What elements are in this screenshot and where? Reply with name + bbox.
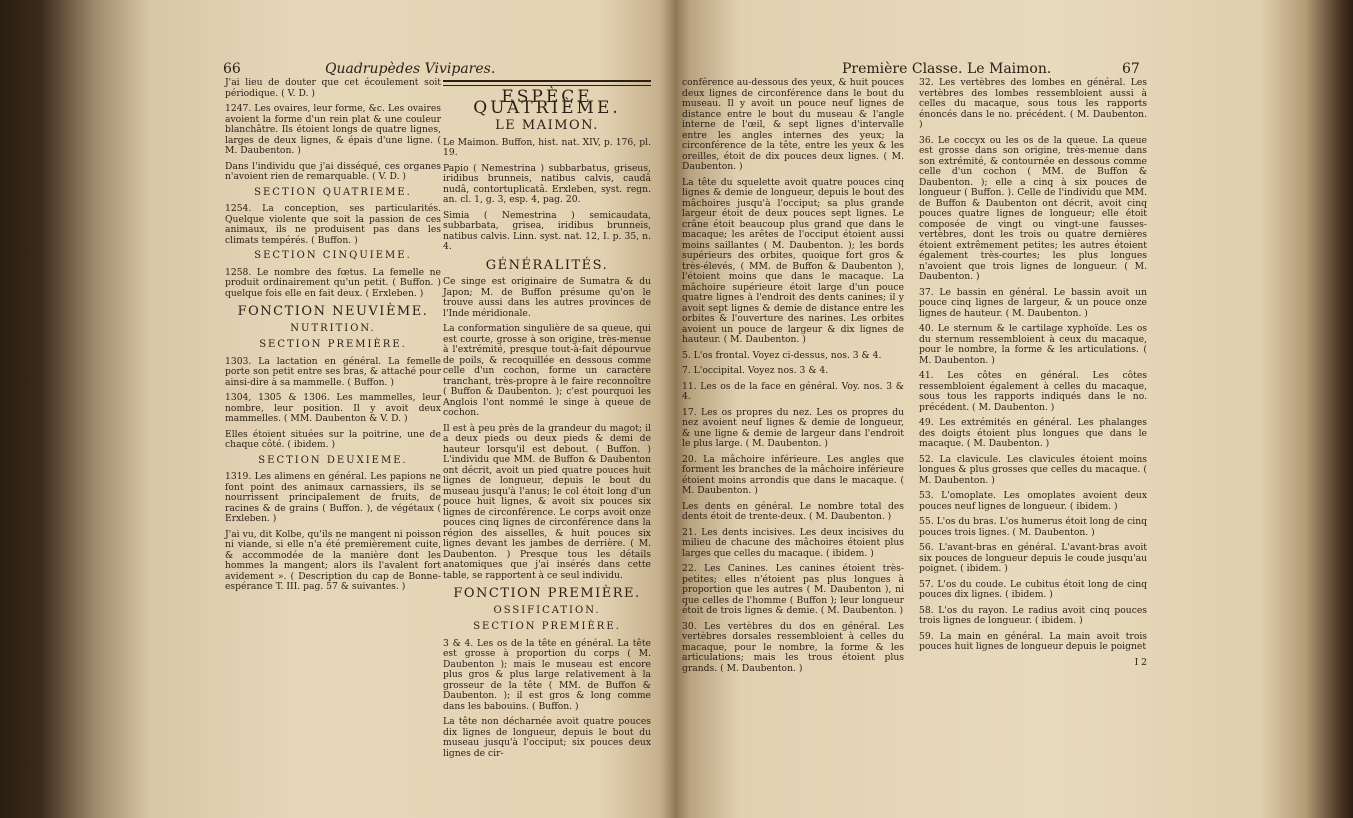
- paragraph: 7. L'occipital. Voyez nos. 3 & 4.: [682, 365, 829, 376]
- paragraph: 30. Les vertèbres du dos en général. Les vertèbres dorsales ressembloient à celles du macaque, pour le nombre, la forme & les articulations; mais les trous étoient plus grands. ( M. Daubenton. ): [682, 620, 904, 674]
- paragraph: 21. Les dents incisives. Les deux incisives du milieu de chacune des mâchoires étoient plus larges que celles du macaque. ( ibidem. ): [682, 526, 904, 559]
- paragraph: La tête du squelette avoit quatre pouces cinq lignes & demie de longueur, depuis le bout des mâchoires jusqu'à l'occiput; sa plus grande largeur étoit de deux pouces sept lignes. Le crâne étoit beaucoup plus grand que dans le macaque; les arêtes de l'occiput étoient aussi moins saillantes ( M. Daubenton. ); les bords supérieurs des orbites, quoique fort gros & très-élevés, ( MM. de Buffon & Daubenton ), l'étoient moins que dans le macaque. La mâchoire supérieure étoit large d'un pouce quatre lignes à l'endroit des dents canines; il y avoit sept lignes & demie de distance entre les orbites & l'ouverture des narines. Les orbites avoient un pouce de largeur & dix lignes de hauteur. ( M. Daubenton. ): [682, 176, 904, 345]
- paragraph: Simia ( Nemestrina ) semicaudata, subbarbata, grisea, iridibus brunneis, natibus calvis. Linn. syst. nat. 12, I. p. 35, n. 4.: [443, 209, 651, 252]
- paragraph: 22. Les Canines. Les canines étoient très-petites; elles n'étoient pas plus longues à proportion que les autres ( M. Daubenton ), ni que celles de l'homme ( Buffon ); leur longueur étoit de trois lignes & demie. ( M. Daubenton. ): [682, 563, 904, 616]
- running-head-left: Quadrupèdes Vivipares.: [325, 61, 496, 77]
- paragraph: 37. Le bassin en général. Le bassin avoit un pouce cinq lignes de largeur, & un pouce onze lignes de hauteur. ( M. Daubenton. ): [919, 286, 1147, 319]
- paragraph: 1258. Le nombre des fœtus. La femelle ne produit ordinairement qu'un petit. ( Buffon. ) quelque fois elle en fait deux. ( Erxleben. ): [225, 266, 441, 299]
- section-heading: SECTION PREMIÈRE.: [259, 339, 407, 350]
- paragraph: 1303. La lactation en général. La femelle porte son petit entre ses bras, & attaché pour ainsi-dire à sa mammelle. ( Buffon. ): [225, 355, 441, 388]
- signature-mark: I 2: [1134, 656, 1147, 668]
- page-number-left: 66: [223, 61, 241, 77]
- paragraph: Ce singe est originaire de Sumatra & du Japon; M. de Buffon présume qu'on le trouve aussi dans les autres provinces de l'Inde méridionale.: [443, 276, 651, 319]
- paragraph: conférence au-dessous des yeux, & huit pouces deux lignes de circonférence dans le bout du museau. Il y avoit un pouce neuf lignes de distance entre le bout du museau & l'angle interne de l'œil, & sept lignes d'intervalle entre les angles internes des yeux; la circonférence de la tête, entre les yeux & les oreilles, étoit de dix pouces deux lignes. ( M. Daubenton. ): [682, 77, 904, 172]
- rule-divider: [443, 80, 651, 86]
- left-column-2: [443, 78, 651, 764]
- left-column-1: [225, 78, 441, 598]
- paragraph: 11. Les os de la face en général. Voy. nos. 3 & 4.: [682, 380, 904, 402]
- section-heading: SECTION CINQUIEME.: [254, 250, 412, 261]
- right-column-2: [919, 78, 1147, 673]
- heading: FONCTION PREMIÈRE.: [453, 586, 641, 601]
- heading: LE MAIMON.: [495, 118, 599, 133]
- paragraph: 59. La main en général. La main avoit trois pouces huit lignes de longueur depuis le poignet: [919, 630, 1147, 652]
- paragraph: 40. Le sternum & le cartilage xyphoïde. Les os du sternum ressembloient à ceux du macaque, pour le nombre, la forme & les articulations. ( M. Daubenton. ): [919, 323, 1147, 366]
- paragraph: 1247. Les ovaires, leur forme, &c. Les ovaires avoient la forme d'un rein plat & une couleur blanchâtre. Ils étoient longs de quatre lignes, larges de deux lignes, & épais d'une ligne. ( M. Daubenton. ): [225, 103, 441, 156]
- heading: GÉNÉRALITÉS.: [485, 257, 609, 273]
- paragraph: 53. L'omoplate. Les omoplates avoient deux pouces neuf lignes de longueur. ( ibidem. ): [919, 490, 1147, 512]
- paragraph: Il est à peu près de la grandeur du magot; il a deux pieds ou deux pieds & demi de hauteur lorsqu'il est debout. ( Buffon. ) L'individu que MM. de Buffon & Daubenton ont décrit, avoit un pied quatre pouces huit lignes de longueur, depuis le bout du museau jusqu'à l'anus; le col étoit long d'un pouce huit lignes, & avoit six pouces six lignes de circonférence. Le corps avoit onze pouces cinq lignes de circonférence dans la région des aisselles, & huit pouces six lignes devant les jambes de derrière. ( M. Daubenton. ) Presque tous les détails anatomiques que j'ai insérés dans cette table, se rapportent à ce seul individu.: [443, 422, 651, 581]
- page-number-right: 67: [1122, 61, 1140, 77]
- species-heading: ESPÈCE QUATRIÈME.: [473, 87, 621, 118]
- paragraph: 1304, 1305 & 1306. Les mammelles, leur nombre, leur position. Il y avoit deux mammelles. ( MM. Daubenton & V. D. ): [225, 392, 441, 424]
- paragraph: Papio ( Nemestrina ) subbarbatus, griseus, iridibus brunneis, natibus calvis, caudâ nudâ, contortuplicatâ. Erxleben, syst. regn. an. cl. 1, g. 3, esp. 4, pag. 20.: [443, 162, 651, 205]
- section-heading: SECTION PREMIÈRE.: [473, 621, 621, 632]
- paragraph: 20. La mâchoire inférieure. Les angles que forment les branches de la mâchoire inférieure étoient moins arrondis que dans le macaque. ( M. Daubenton. ): [682, 453, 904, 496]
- paragraph: La tête non décharnée avoit quatre pouces dix lignes de longueur, depuis le bout du museau jusqu'à l'occiput; six pouces deux lignes de cir-: [443, 716, 651, 759]
- paragraph: Dans l'individu que j'ai disséqué, ces organes n'avoient rien de remarquable. ( V. D. ): [225, 160, 441, 182]
- section-heading: SECTION QUATRIEME.: [254, 186, 412, 198]
- section-heading: OSSIFICATION.: [493, 604, 601, 616]
- heading: FONCTION NEUVIÈME.: [237, 304, 429, 319]
- paragraph: 41. Les côtes en général. Les côtes ressembloient également à celles du macaque, sous tous les rapports indiqués dans le no. précédent. ( M. Daubenton. ): [919, 370, 1147, 413]
- paragraph: 32. Les vertèbres des lombes en général. Les vertèbres des lombes ressembloient aussi à celles du macaque, sous tous les rapports énoncés dans le no. précédent. ( M. Daubenton. ): [919, 77, 1147, 130]
- paragraph: 58. L'os du rayon. Le radius avoit cinq pouces trois lignes de longueur. ( ibidem. ): [919, 604, 1147, 626]
- paragraph: 55. L'os du bras. L'os humerus étoit long de cinq pouces trois lignes. ( M. Daubenton. ): [919, 516, 1147, 538]
- paragraph: La conformation singulière de sa queue, qui est courte, grosse à son origine, très-menue à l'extrémité, presque tout-à-fait dépourvue de poils, & recoquillée en dessous comme celle d'un cochon, forme un caractère tranchant, très-propre à le faire reconnoître ( Buffon & Daubenton. ); c'est pourquoi les Anglois l'ont nommé le singe à queue de cochon.: [443, 323, 651, 418]
- paragraph: Le Maimon. Buffon, hist. nat. XIV, p. 176, pl. 19.: [443, 136, 651, 158]
- paragraph: 49. Les extrémités en général. Les phalanges des doigts étoient plus longues que dans le macaque. ( M. Daubenton. ): [919, 417, 1147, 449]
- paragraph: 17. Les os propres du nez. Les os propres du nez avoient neuf lignes & demie de longueur, & une ligne & demie de largeur dans l'endroit le plus large. ( M. Daubenton. ): [682, 406, 904, 449]
- paragraph: 1254. La conception, ses particularités. Quelque violente que soit la passion de ces animaux, ils ne produisent pas dans les climats tempérés. ( Buffon. ): [225, 203, 441, 246]
- paragraph: 3 & 4. Les os de la tête en général. La tête est grosse à proportion du corps ( M. Daubenton ); mais le museau est encore plus gros & plus large relativement à la grosseur de la tête ( MM. de Buffon & Daubenton. ); il est gros & long comme dans les babouins. ( Buffon. ): [443, 637, 651, 712]
- paragraph: 36. Le coccyx ou les os de la queue. La queue est grosse dans son origine, très-menue dans son extrémité, & contournée en dessous comme celle d'un cochon ( MM. de Buffon & Daubenton. ); elle a cinq à six pouces de longueur ( Buffon. ). Celle de l'individu que MM. de Buffon & Daubenton ont décrit, avoit cinq pouces quatre lignes de longueur; elle étoit composée de vingt ou vingt-une fausses-vertèbres, dont les trois ou quatre dernières étoient extrêmement petites; les autres étoient également très-courtes; les plus longues n'avoient que trois lignes de longueur. ( M. Daubenton. ): [919, 134, 1147, 282]
- right-column-1: [682, 78, 904, 679]
- paragraph: Elles étoient situées sur la poitrine, une de chaque côté. ( ibidem. ): [225, 428, 441, 450]
- paragraph: 52. La clavicule. Les clavicules étoient moins longues & plus grosses que celles du macaque. ( M. Daubenton. ): [919, 453, 1147, 486]
- section-heading: SECTION DEUXIEME.: [258, 454, 408, 466]
- running-head-right: Première Classe. Le Maimon.: [842, 61, 1052, 77]
- section-heading: NUTRITION.: [290, 322, 376, 334]
- paragraph: 1319. Les alimens en général. Les papions ne font point des animaux carnassiers, ils se nourrissent principalement de fruits, de racines & de grains ( Buffon. ), de végétaux ( Erxleben. ): [225, 471, 441, 524]
- paragraph: J'ai lieu de douter que cet écoulement soit périodique. ( V. D. ): [225, 77, 441, 99]
- paragraph: 56. L'avant-bras en général. L'avant-bras avoit six pouces de longueur depuis le coude jusqu'au poignet. ( ibidem. ): [919, 542, 1147, 574]
- paragraph: 57. L'os du coude. Le cubitus étoit long de cinq pouces dix lignes. ( ibidem. ): [919, 578, 1147, 600]
- paragraph: 5. L'os frontal. Voyez ci-dessus, nos. 3 & 4.: [682, 349, 882, 361]
- paragraph: Les dents en général. Le nombre total des dents étoit de trente-deux. ( M. Daubenton. ): [682, 500, 904, 522]
- paragraph: J'ai vu, dit Kolbe, qu'ils ne mangent ni poisson ni viande, si elle n'a été premièrement cuite, & accommodée de la manière dont les hommes la mangent; alors ils l'avalent fort avidement ». ( Description du cap de Bonne-espérance T. III. pag. 57 & suivantes. ): [225, 528, 441, 592]
